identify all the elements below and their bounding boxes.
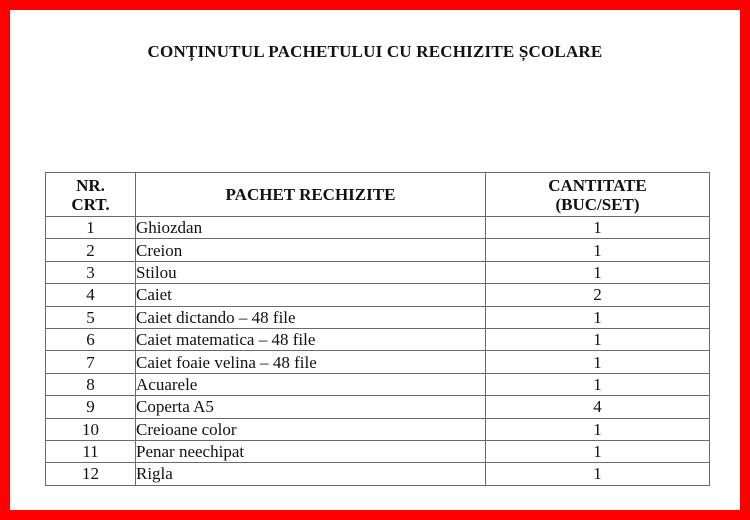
row-number: 8 [46, 373, 136, 395]
table-header-row [46, 173, 710, 217]
table-row [46, 306, 710, 328]
row-item: Coperta A5 [136, 396, 486, 418]
row-quantity: 1 [486, 217, 710, 239]
supplies-table [45, 172, 710, 486]
row-number: 6 [46, 328, 136, 350]
table-row [46, 217, 710, 239]
row-number: 7 [46, 351, 136, 373]
row-number: 12 [46, 463, 136, 485]
row-number: 9 [46, 396, 136, 418]
header-nr-line1: NR. [76, 175, 105, 195]
row-item: Rigla [136, 463, 486, 485]
row-number: 4 [46, 284, 136, 306]
row-quantity: 1 [486, 306, 710, 328]
header-qty-line2: (BUC/SET) [555, 194, 640, 214]
row-item: Ghiozdan [136, 217, 486, 239]
row-item: Stilou [136, 261, 486, 283]
row-number: 10 [46, 418, 136, 440]
row-item: Acuarele [136, 373, 486, 395]
row-number: 3 [46, 261, 136, 283]
table-row [46, 418, 710, 440]
row-quantity: 1 [486, 440, 710, 462]
table-row [46, 239, 710, 261]
row-quantity: 1 [486, 463, 710, 485]
row-number: 11 [46, 440, 136, 462]
header-quantity [486, 173, 710, 217]
row-item: Caiet matematica – 48 file [136, 328, 486, 350]
row-number: 2 [46, 239, 136, 261]
table-row [46, 351, 710, 373]
row-item: Penar neechipat [136, 440, 486, 462]
row-item: Creioane color [136, 418, 486, 440]
row-item: Creion [136, 239, 486, 261]
header-nr-crt [46, 173, 136, 217]
table-row [46, 328, 710, 350]
table-row [46, 373, 710, 395]
row-quantity: 1 [486, 261, 710, 283]
table-row [46, 284, 710, 306]
table-row [46, 261, 710, 283]
row-quantity: 2 [486, 284, 710, 306]
row-quantity: 4 [486, 396, 710, 418]
row-item: Caiet foaie velina – 48 file [136, 351, 486, 373]
header-qty-line1: CANTITATE [548, 175, 647, 195]
table-row [46, 463, 710, 485]
document-title: CONȚINUTUL PACHETULUI CU RECHIZITE ȘCOLARE [147, 42, 603, 61]
header-nr-line2: CRT. [71, 194, 110, 214]
header-item: PACHET RECHIZITE [136, 173, 486, 217]
table-row [46, 440, 710, 462]
row-number: 5 [46, 306, 136, 328]
row-number: 1 [46, 217, 136, 239]
row-quantity: 1 [486, 351, 710, 373]
row-item: Caiet dictando – 48 file [136, 306, 486, 328]
row-quantity: 1 [486, 373, 710, 395]
row-quantity: 1 [486, 418, 710, 440]
row-item: Caiet [136, 284, 486, 306]
row-quantity: 1 [486, 328, 710, 350]
table-row [46, 396, 710, 418]
row-quantity: 1 [486, 239, 710, 261]
